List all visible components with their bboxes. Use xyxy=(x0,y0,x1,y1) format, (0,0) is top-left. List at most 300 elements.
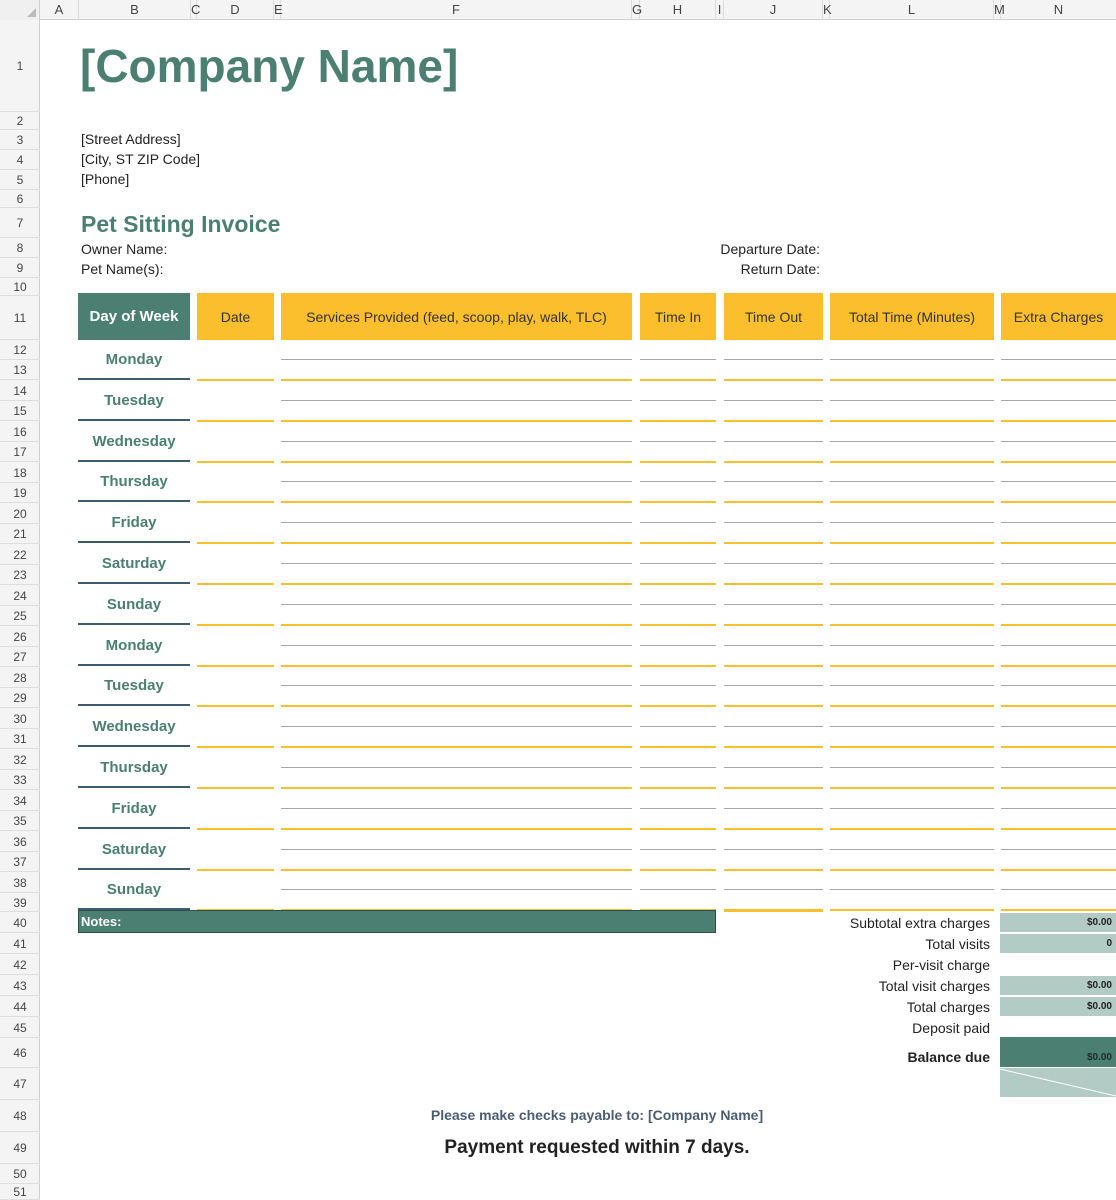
row-cell-divider xyxy=(281,604,632,605)
row-divider xyxy=(0,257,40,258)
row-cell-divider xyxy=(830,808,994,809)
pet-names-label[interactable]: Pet Name(s): xyxy=(81,261,164,277)
row-header[interactable]: 24 xyxy=(13,588,27,603)
row-header[interactable]: 35 xyxy=(13,814,27,828)
row-cell-underline[interactable] xyxy=(640,379,716,381)
header-total-time[interactable]: Total Time (Minutes) xyxy=(830,293,994,340)
row-cell-divider xyxy=(830,726,994,727)
row-header[interactable]: 49 xyxy=(13,1141,27,1155)
payment-request-text[interactable]: Payment requested within 7 days. xyxy=(444,1137,750,1158)
row-header[interactable]: 31 xyxy=(13,732,27,746)
row-header[interactable]: 43 xyxy=(13,978,27,993)
return-date-label[interactable]: Return Date: xyxy=(740,261,820,277)
row-cell-divider xyxy=(830,481,994,482)
row-cell-underline[interactable] xyxy=(281,379,632,381)
row-header[interactable]: 50 xyxy=(13,1167,27,1181)
row-cell-underline[interactable] xyxy=(1001,705,1116,707)
row-cell-underline[interactable] xyxy=(724,624,823,626)
row-cell-divider xyxy=(640,889,716,890)
row-divider xyxy=(0,810,40,811)
day-of-week-cell[interactable]: Monday xyxy=(78,626,190,666)
row-header[interactable]: 18 xyxy=(13,465,27,480)
row-header[interactable]: 3 xyxy=(16,133,24,147)
row-cell-divider xyxy=(281,726,632,727)
row-cell-underline[interactable] xyxy=(830,624,994,626)
row-cell-underline[interactable] xyxy=(197,501,274,503)
row-divider xyxy=(0,461,40,462)
row-cell-underline[interactable] xyxy=(281,583,632,585)
row-cell-underline[interactable] xyxy=(281,746,632,748)
row-cell-divider xyxy=(1001,400,1116,401)
row-divider xyxy=(0,584,40,585)
row-cell-divider xyxy=(640,481,716,482)
row-cell-underline[interactable] xyxy=(724,665,823,667)
row-cell-underline[interactable] xyxy=(830,461,994,463)
notes-field[interactable]: Notes: xyxy=(78,910,716,933)
row-divider xyxy=(0,1099,40,1100)
row-cell-underline[interactable] xyxy=(1001,379,1116,381)
row-cell-underline[interactable] xyxy=(1001,909,1116,911)
row-cell-divider xyxy=(1001,604,1116,605)
row-cell-underline[interactable] xyxy=(1001,828,1116,830)
row-cell-underline[interactable] xyxy=(640,501,716,503)
row-cell-divider xyxy=(640,645,716,646)
row-header[interactable]: 27 xyxy=(13,650,27,664)
row-divider xyxy=(0,523,40,524)
row-divider xyxy=(0,748,40,749)
row-cell-underline[interactable] xyxy=(640,705,716,707)
row-cell-underline[interactable] xyxy=(830,665,994,667)
day-of-week-cell[interactable]: Wednesday xyxy=(78,422,190,462)
row-cell-divider xyxy=(281,563,632,564)
row-header[interactable]: 10 xyxy=(13,280,27,294)
day-of-week-cell[interactable]: Thursday xyxy=(78,462,190,502)
day-of-week-cell[interactable]: Sunday xyxy=(78,585,190,625)
row-divider xyxy=(0,1067,40,1068)
row-cell-underline[interactable] xyxy=(724,501,823,503)
day-of-week-cell[interactable]: Friday xyxy=(78,503,190,543)
row-divider xyxy=(0,237,40,238)
row-cell-underline[interactable] xyxy=(830,787,994,789)
row-cell-underline[interactable] xyxy=(724,461,823,463)
header-services[interactable]: Services Provided (feed, scoop, play, walk, TLC) xyxy=(281,293,632,340)
row-header[interactable]: 16 xyxy=(13,424,27,439)
row-header[interactable]: 13 xyxy=(13,363,27,377)
row-header[interactable]: 1 xyxy=(16,59,24,73)
row-cell-underline[interactable] xyxy=(197,787,274,789)
column-header-g[interactable]: G xyxy=(632,0,640,20)
row-header[interactable]: 8 xyxy=(16,241,24,255)
company-name[interactable]: [Company Name] xyxy=(80,40,459,92)
column-header-i[interactable]: I xyxy=(716,0,724,20)
row-header[interactable]: 11 xyxy=(13,311,27,325)
row-header[interactable]: 41 xyxy=(13,936,27,951)
header-extra-charges[interactable]: Extra Charges xyxy=(1001,293,1116,340)
row-header[interactable]: 32 xyxy=(13,752,27,767)
row-cell-divider xyxy=(281,767,632,768)
row-cell-divider xyxy=(724,400,823,401)
column-header-h[interactable]: H xyxy=(640,0,716,20)
phone-number[interactable]: [Phone] xyxy=(81,171,130,187)
row-cell-underline[interactable] xyxy=(1001,501,1116,503)
column-header-j[interactable]: J xyxy=(724,0,823,20)
row-divider xyxy=(0,189,40,190)
row-cell-underline[interactable] xyxy=(1001,583,1116,585)
row-cell-underline[interactable] xyxy=(1001,420,1116,422)
checks-payable-text[interactable]: Please make checks payable to: [Company Name] xyxy=(430,1107,764,1123)
row-header[interactable]: 22 xyxy=(13,547,27,562)
row-header[interactable]: 5 xyxy=(16,173,24,187)
row-divider xyxy=(0,687,40,688)
row-cell-underline[interactable] xyxy=(1001,746,1116,748)
row-cell-divider xyxy=(640,685,716,686)
day-of-week-cell[interactable]: Saturday xyxy=(78,830,190,870)
column-header-d[interactable]: D xyxy=(197,0,274,20)
row-cell-underline[interactable] xyxy=(724,787,823,789)
row-divider xyxy=(0,169,40,170)
row-divider xyxy=(0,400,40,401)
row-cell-underline[interactable] xyxy=(1001,461,1116,463)
per-visit-charge-label: Per-visit charge xyxy=(892,957,990,973)
total-visit-charges-value[interactable]: $0.00 xyxy=(1000,976,1116,995)
total-charges-value[interactable]: $0.00 xyxy=(1000,997,1116,1016)
row-cell-underline[interactable] xyxy=(724,828,823,830)
row-cell-divider xyxy=(1001,441,1116,442)
row-cell-divider xyxy=(830,400,994,401)
row-divider xyxy=(0,277,40,278)
row-cell-divider xyxy=(1001,808,1116,809)
city-state-zip[interactable]: [City, ST ZIP Code] xyxy=(81,151,201,167)
row-header[interactable]: 39 xyxy=(13,895,27,910)
row-divider xyxy=(0,379,40,380)
row-cell-divider xyxy=(281,481,632,482)
row-cell-underline[interactable] xyxy=(197,869,274,871)
time-out-final-line xyxy=(724,910,823,912)
row-divider xyxy=(0,974,40,975)
row-header[interactable]: 38 xyxy=(13,875,27,890)
column-header-e[interactable]: E xyxy=(274,0,281,20)
row-cell-underline[interactable] xyxy=(197,624,274,626)
row-cell-underline[interactable] xyxy=(724,542,823,544)
row-divider xyxy=(0,871,40,872)
row-cell-underline[interactable] xyxy=(640,787,716,789)
row-cell-divider xyxy=(724,604,823,605)
select-all-button[interactable] xyxy=(0,0,40,20)
row-divider xyxy=(0,911,40,912)
row-header[interactable]: 15 xyxy=(13,404,27,418)
row-cell-divider xyxy=(830,522,994,523)
row-cell-underline[interactable] xyxy=(1001,869,1116,871)
row-divider xyxy=(0,564,40,565)
row-cell-underline[interactable] xyxy=(281,420,632,422)
row-cell-divider xyxy=(724,849,823,850)
row-cell-underline[interactable] xyxy=(830,583,994,585)
column-header-l[interactable]: L xyxy=(830,0,994,20)
row-divider xyxy=(0,707,40,708)
row-cell-divider xyxy=(281,359,632,360)
row-header[interactable]: 51 xyxy=(13,1185,27,1199)
row-cell-underline[interactable] xyxy=(724,705,823,707)
row-cell-underline[interactable] xyxy=(281,461,632,463)
row-header[interactable]: 40 xyxy=(13,915,27,930)
row-cell-underline[interactable] xyxy=(281,828,632,830)
row-header[interactable]: 45 xyxy=(13,1020,27,1035)
total-visit-charges-label: Total visit charges xyxy=(878,978,990,994)
row-cell-underline[interactable] xyxy=(830,501,994,503)
row-cell-divider xyxy=(830,767,994,768)
row-cell-divider xyxy=(281,441,632,442)
row-cell-divider xyxy=(1001,522,1116,523)
row-divider xyxy=(0,295,40,296)
row-divider xyxy=(0,207,40,208)
row-cell-underline[interactable] xyxy=(640,542,716,544)
row-header[interactable]: 47 xyxy=(13,1077,27,1091)
row-header[interactable]: 46 xyxy=(13,1046,27,1060)
row-divider xyxy=(0,1183,40,1184)
row-cell-divider xyxy=(830,889,994,890)
row-header[interactable]: 23 xyxy=(13,568,27,582)
row-header[interactable]: 7 xyxy=(16,216,24,230)
row-cell-underline[interactable] xyxy=(1001,542,1116,544)
row-cell-divider xyxy=(1001,481,1116,482)
row-cell-underline[interactable] xyxy=(640,869,716,871)
row-header[interactable]: 33 xyxy=(13,773,27,787)
row-divider xyxy=(0,892,40,893)
row-header[interactable]: 4 xyxy=(16,153,24,167)
row-cell-underline[interactable] xyxy=(281,665,632,667)
row-cell-underline[interactable] xyxy=(281,624,632,626)
row-cell-underline[interactable] xyxy=(197,828,274,830)
row-header[interactable]: 36 xyxy=(13,834,27,849)
subtotal-extra-label: Subtotal extra charges xyxy=(849,915,990,931)
row-cell-divider xyxy=(1001,645,1116,646)
row-cell-divider xyxy=(640,563,716,564)
row-cell-underline[interactable] xyxy=(830,379,994,381)
row-cell-underline[interactable] xyxy=(197,583,274,585)
day-of-week-cell[interactable]: Wednesday xyxy=(78,707,190,747)
row-cell-divider xyxy=(830,849,994,850)
row-cell-divider xyxy=(830,645,994,646)
row-header[interactable]: 12 xyxy=(13,343,27,357)
row-divider xyxy=(0,932,40,933)
row-cell-underline[interactable] xyxy=(1001,787,1116,789)
column-header-a[interactable]: A xyxy=(40,0,79,20)
row-cell-underline[interactable] xyxy=(640,624,716,626)
row-header[interactable]: 29 xyxy=(13,691,27,705)
row-cell-divider xyxy=(724,645,823,646)
row-header[interactable]: 44 xyxy=(13,999,27,1014)
row-cell-divider xyxy=(281,645,632,646)
row-cell-divider xyxy=(1001,767,1116,768)
street-address[interactable]: [Street Address] xyxy=(81,131,181,147)
balance-due-value[interactable]: $0.00 xyxy=(1000,1037,1116,1067)
row-divider xyxy=(0,646,40,647)
column-header-c[interactable]: C xyxy=(191,0,197,20)
row-cell-divider xyxy=(640,359,716,360)
subtotal-extra-value[interactable]: $0.00 xyxy=(1000,913,1116,932)
row-cell-underline[interactable] xyxy=(640,461,716,463)
row-cell-divider xyxy=(640,767,716,768)
deposit-paid-label: Deposit paid xyxy=(912,1020,990,1036)
departure-date-label[interactable]: Departure Date: xyxy=(720,241,820,257)
row-cell-underline[interactable] xyxy=(281,705,632,707)
row-divider xyxy=(0,830,40,831)
row-cell-underline[interactable] xyxy=(640,665,716,667)
row-divider xyxy=(0,149,40,150)
row-cell-divider xyxy=(1001,563,1116,564)
row-header[interactable]: 2 xyxy=(16,114,24,128)
row-cell-divider xyxy=(724,522,823,523)
total-visits-value[interactable]: 0 xyxy=(1000,934,1116,953)
row-header[interactable]: 21 xyxy=(13,527,27,541)
row-cell-underline[interactable] xyxy=(197,705,274,707)
day-of-week-cell[interactable]: Saturday xyxy=(78,544,190,584)
row-cell-divider xyxy=(640,726,716,727)
row-header[interactable]: 48 xyxy=(13,1109,27,1123)
row-cell-underline[interactable] xyxy=(281,542,632,544)
row-cell-underline[interactable] xyxy=(830,746,994,748)
row-cell-divider xyxy=(281,849,632,850)
row-divider xyxy=(0,441,40,442)
row-cell-underline[interactable] xyxy=(197,746,274,748)
row-cell-divider xyxy=(830,563,994,564)
row-cell-divider xyxy=(724,685,823,686)
row-cell-divider xyxy=(830,441,994,442)
column-header-m[interactable]: M xyxy=(994,0,1001,20)
owner-name-label[interactable]: Owner Name: xyxy=(81,241,168,257)
row-header[interactable]: 34 xyxy=(13,793,27,808)
row-cell-underline[interactable] xyxy=(724,583,823,585)
row-header[interactable]: 28 xyxy=(13,670,27,685)
row-cell-divider xyxy=(724,767,823,768)
row-header[interactable]: 37 xyxy=(13,855,27,869)
day-of-week-cell[interactable]: Friday xyxy=(78,789,190,829)
row-divider xyxy=(0,995,40,996)
row-cell-divider xyxy=(724,359,823,360)
row-cell-underline[interactable] xyxy=(281,869,632,871)
invoice-title[interactable]: Pet Sitting Invoice xyxy=(81,211,281,237)
column-header-b[interactable]: B xyxy=(79,0,191,20)
day-of-week-cell[interactable]: Tuesday xyxy=(78,381,190,421)
balance-due-label: Balance due xyxy=(907,1049,990,1065)
header-date[interactable]: Date xyxy=(197,293,274,340)
row-header[interactable]: 42 xyxy=(13,957,27,972)
row-cell-underline[interactable] xyxy=(197,379,274,381)
row-cell-underline[interactable] xyxy=(724,379,823,381)
deposit-paid-value[interactable] xyxy=(1000,1018,1116,1037)
row-cell-divider xyxy=(724,441,823,442)
row-divider xyxy=(0,482,40,483)
row-cell-underline[interactable] xyxy=(1001,624,1116,626)
row-divider xyxy=(0,605,40,606)
row-cell-divider xyxy=(640,849,716,850)
row-divider xyxy=(0,1037,40,1038)
row-divider xyxy=(0,625,40,626)
row-cell-divider xyxy=(1001,849,1116,850)
row-cell-underline[interactable] xyxy=(281,501,632,503)
day-of-week-cell[interactable]: Sunday xyxy=(78,870,190,910)
row-divider xyxy=(0,420,40,421)
row-cell-underline[interactable] xyxy=(281,787,632,789)
row-cell-underline[interactable] xyxy=(724,746,823,748)
total-charges-label: Total charges xyxy=(906,999,990,1015)
row-cell-underline[interactable] xyxy=(830,542,994,544)
row-cell-divider xyxy=(724,726,823,727)
header-time-out[interactable]: Time Out xyxy=(724,293,823,340)
row-divider xyxy=(0,769,40,770)
row-divider xyxy=(0,728,40,729)
header-day-of-week[interactable]: Day of Week xyxy=(78,293,190,340)
row-cell-underline[interactable] xyxy=(197,542,274,544)
row-cell-underline[interactable] xyxy=(197,665,274,667)
row-cell-divider xyxy=(640,400,716,401)
row-header[interactable]: 17 xyxy=(13,445,27,459)
row-cell-underline[interactable] xyxy=(197,461,274,463)
row-divider xyxy=(0,502,40,503)
row-divider xyxy=(0,1163,40,1164)
row-cell-divider xyxy=(724,889,823,890)
row-cell-divider xyxy=(640,604,716,605)
row-cell-underline[interactable] xyxy=(830,705,994,707)
row-header[interactable]: 6 xyxy=(16,192,24,206)
row-header[interactable]: 25 xyxy=(13,609,27,623)
row-header[interactable]: 26 xyxy=(13,629,27,644)
row-cell-divider xyxy=(724,481,823,482)
row-cell-divider xyxy=(1001,359,1116,360)
row-cell-underline[interactable] xyxy=(830,420,994,422)
row-cell-underline[interactable] xyxy=(830,869,994,871)
row-divider xyxy=(0,543,40,544)
column-header-bar xyxy=(0,0,1116,20)
row-cell-underline[interactable] xyxy=(197,420,274,422)
row-cell-underline[interactable] xyxy=(830,909,994,911)
column-header-n[interactable]: N xyxy=(1053,2,1064,17)
per-visit-charge-value[interactable] xyxy=(1000,955,1116,974)
row-header[interactable]: 20 xyxy=(13,506,27,521)
day-of-week-cell[interactable]: Thursday xyxy=(78,748,190,788)
header-time-in[interactable]: Time In xyxy=(640,293,716,340)
column-header-f[interactable]: F xyxy=(281,0,632,20)
row-cell-underline[interactable] xyxy=(640,746,716,748)
row-cell-underline[interactable] xyxy=(640,583,716,585)
row-header[interactable]: 14 xyxy=(13,383,27,398)
row-header[interactable]: 19 xyxy=(13,486,27,500)
row-cell-divider xyxy=(1001,889,1116,890)
row-cell-underline[interactable] xyxy=(724,869,823,871)
row-cell-underline[interactable] xyxy=(830,828,994,830)
row-divider xyxy=(0,1016,40,1017)
day-of-week-cell[interactable]: Tuesday xyxy=(78,666,190,706)
row-cell-underline[interactable] xyxy=(724,420,823,422)
row-divider xyxy=(0,129,40,130)
row-cell-underline[interactable] xyxy=(640,420,716,422)
row-cell-divider xyxy=(724,563,823,564)
row-cell-divider xyxy=(1001,726,1116,727)
column-header-k[interactable]: K xyxy=(823,0,830,20)
row-cell-underline[interactable] xyxy=(1001,665,1116,667)
row-header[interactable]: 30 xyxy=(13,711,27,726)
row-cell-divider xyxy=(830,604,994,605)
day-of-week-cell[interactable]: Monday xyxy=(78,340,190,380)
row-divider xyxy=(0,851,40,852)
row-divider xyxy=(0,359,40,360)
total-visits-label: Total visits xyxy=(925,936,990,952)
row-cell-divider xyxy=(281,685,632,686)
row-cell-underline[interactable] xyxy=(640,828,716,830)
row-cell-divider xyxy=(281,400,632,401)
row-cell-divider xyxy=(281,522,632,523)
row-header[interactable]: 9 xyxy=(16,261,24,275)
